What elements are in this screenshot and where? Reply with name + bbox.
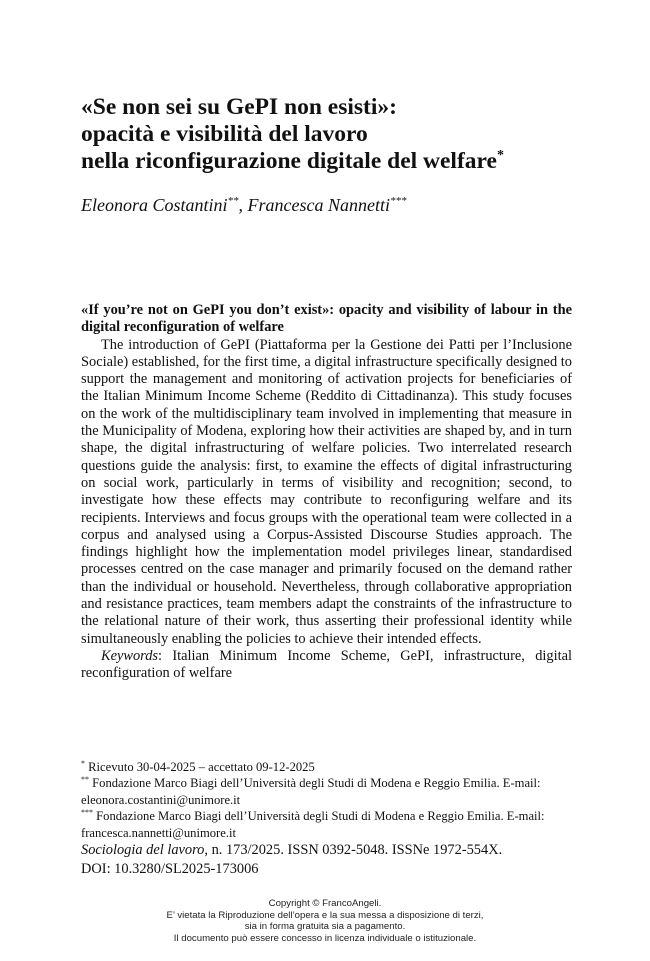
title-line-3-text: nella riconfigurazione digitale del welfare <box>81 148 497 174</box>
author-list <box>81 195 407 216</box>
author-separator: , <box>238 195 248 215</box>
keywords <box>81 648 572 683</box>
copyright-line-3: sia in forma gratuita sia a pagamento. <box>244 921 406 933</box>
author-2-name: Francesca Nannetti <box>247 195 390 215</box>
footnote-2-marker: ** <box>81 775 89 785</box>
abstract-text: The introduction of GePI (Piattaforma per la Gestione dei Patti per l’Inclusione Sociale) established, for the first time, a digital infrastructure specifically designed to support the management and monitoring of activation projects for beneficiaries of the Italian Minimum Income Scheme (Reddito di Cittadinanza). This study focuses on the work of the multidisciplinary team involved in implementing that measure in the Municipality of Modena, exploring how their activities are shaped by, and in turn shape, the digital infrastructuring of welfare policies. Two interrelated research questions guide the analysis: first, to examine the effects of digital infrastructuring on social work, particularly in terms of visibility and recognition; second, to investigate how these effects may contribute to reconfiguring welfare and its recipients. Interviews and focus groups with the operational team were collected in a corpus and analysed using a Corpus-Assisted Discourse Studies approach. The findings highlight how the implementation model privileges linear, standardised processes centred on the case manager and primarily focused on the demand rather than the individual or household. Nevertheless, through collaborative appropriation and resistance practices, team members adapt the constraints of the infrastructure to the relational nature of their work, thus asserting their professional identity while simultaneously enabling the policies to achieve their intended effects. <box>81 336 572 647</box>
journal-issue: , n. 173/2025. ISSN 0392-5048. ISSNe 1972-554X. <box>204 842 503 859</box>
article-title <box>81 94 581 175</box>
journal-citation <box>81 841 572 860</box>
footnote-received <box>81 759 572 775</box>
journal-name: Sociologia del lavoro <box>81 842 205 859</box>
copyright-line-4: Il documento può essere concesso in licenza individuale o istituzionale. <box>173 932 477 944</box>
footnote-author-2 <box>81 808 572 841</box>
abstract-section <box>81 302 572 683</box>
author-1-name: Eleonora Costantini <box>81 195 228 215</box>
footnote-author-1 <box>81 775 572 808</box>
footnote-3-marker: *** <box>81 808 93 818</box>
copyright-line-2: E’ vietata la Riproduzione dell’opera e la sua messa a disposizione di terzi, <box>166 909 484 921</box>
author-2-marker: *** <box>390 195 407 207</box>
footnotes <box>81 759 572 878</box>
title-line-3 <box>81 148 581 175</box>
keywords-text: : Italian Minimum Income Scheme, GePI, infrastructure, digital reconfiguration of welfare <box>81 647 572 682</box>
author-1-marker: ** <box>227 195 239 207</box>
title-line-1: «Se non sei su GePI non esisti»: <box>81 94 397 120</box>
copyright-line-1: Copyright © FrancoAngeli. <box>268 898 382 909</box>
footnote-3-text: Fondazione Marco Biagi dell’Università degli Studi di Modena e Reggio Emilia. E-mail: francesca.nannetti@unimore.it <box>81 809 545 840</box>
footnote-2-text: Fondazione Marco Biagi dell’Università degli Studi di Modena e Reggio Emilia. E-mail: eleonora.costantini@unimore.it <box>81 776 541 807</box>
title-footnote-marker: * <box>496 148 504 163</box>
footnote-1-marker: * <box>81 759 85 768</box>
footnote-1-text: Ricevuto 30-04-2025 – accettato 09-12-2025 <box>85 760 315 774</box>
copyright-notice <box>75 898 575 944</box>
doi: DOI: 10.3280/SL2025-173006 <box>81 860 259 877</box>
title-line-2: opacità e visibilità del lavoro <box>81 121 368 147</box>
english-title: «If you’re not on GePI you don’t exist»: opacity and visibility of labour in the digital reconfiguration of welfare <box>81 302 572 336</box>
keywords-label: Keywords <box>101 647 159 664</box>
